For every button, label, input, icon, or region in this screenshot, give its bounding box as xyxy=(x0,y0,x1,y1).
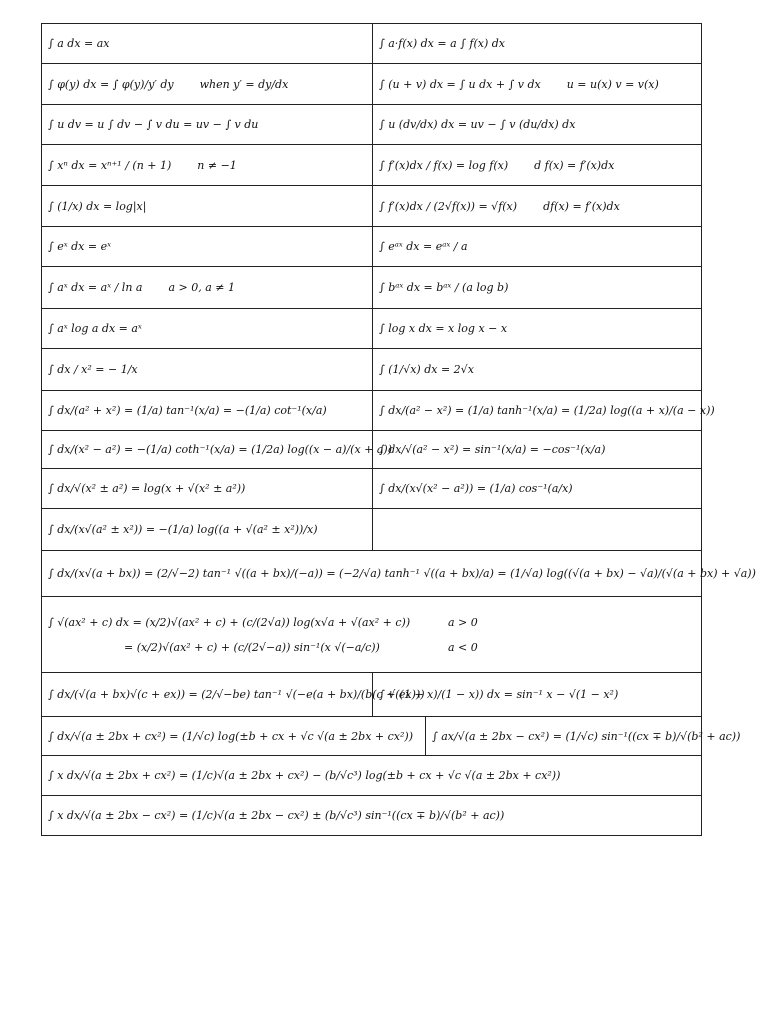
formula: ∫ dx/√(a ± 2bx + cx²) = (1/√c) log(±b + cx + √c √(a ± 2bx + cx²)) xyxy=(48,729,413,743)
table-row xyxy=(42,267,702,309)
formula: ∫ u dv = u ∫ dv − ∫ v du = uv − ∫ v du xyxy=(48,118,259,131)
formula-cell xyxy=(373,391,715,431)
table-row xyxy=(42,469,702,509)
formula-cell xyxy=(373,431,702,469)
formula: ∫ (1/√x) dx = 2√x xyxy=(379,363,474,376)
formula-cell xyxy=(42,145,373,186)
formula: ∫ x dx/√(a ± 2bx − cx²) = (1/c)√(a ± 2bx − cx²) ± (b/√c³) sin⁻¹((cx ∓ b)/√(b² + ac)) xyxy=(48,809,505,822)
condition: n ≠ −1 xyxy=(197,158,237,172)
formula-cell xyxy=(373,24,702,64)
table-row xyxy=(42,431,702,469)
formula: ∫ φ(y) dx = ∫ φ(y)/y′ dy xyxy=(48,77,174,91)
formula: ∫ log x dx = x log x − x xyxy=(379,322,508,335)
integral-table xyxy=(41,23,756,673)
formula-cell xyxy=(42,756,702,796)
formula-cell xyxy=(373,64,702,105)
condition: when y′ = dy/dx xyxy=(199,77,289,91)
integral-table-lower xyxy=(41,672,702,717)
formula-cell xyxy=(426,717,741,756)
formula: ∫ (u + v) dx = ∫ u dx + ∫ v dx xyxy=(379,77,541,91)
table-row xyxy=(42,227,702,267)
formula-line xyxy=(48,616,695,629)
table-row xyxy=(42,717,702,756)
formula-cell xyxy=(42,391,373,431)
formula: ∫ a·f(x) dx = a ∫ f(x) dx xyxy=(379,37,505,50)
table-row xyxy=(42,186,702,227)
formula-cell xyxy=(42,431,393,469)
formula: ∫ dx/(a² − x²) = (1/a) tanh⁻¹(x/a) = (1/2a) log((a + x)/(a − x)) xyxy=(379,404,715,417)
formula: ∫ aˣ dx = aˣ / ln a xyxy=(48,281,143,294)
formula: ∫ dx/√(a² − x²) = sin⁻¹(x/a) = −cos⁻¹(x/a) xyxy=(379,443,606,456)
formula: ∫ (1/x) dx = log|x| xyxy=(48,199,147,213)
formula: ∫ dx/(x√(a + bx)) = (2/√−2) tan⁻¹ √((a + bx)/(−a)) = (−2/√a) tanh⁻¹ √((a + bx)/a) = (1/√a) log((√(a + bx) − √a)/(√(a + bx) + √a)) xyxy=(48,567,756,580)
formula: ∫ x dx/√(a ± 2bx + cx²) = (1/c)√(a ± 2bx + cx²) − (b/√c³) log(±b + cx + √c √(a ± 2bx + cx²)) xyxy=(48,769,561,782)
formula: ∫ aˣ log a dx = aˣ xyxy=(48,322,142,335)
formula-cell xyxy=(42,105,373,145)
table-row xyxy=(42,597,702,673)
formula-cell xyxy=(42,509,373,551)
formula: ∫ dx / x² = − 1/x xyxy=(48,363,138,376)
table-row xyxy=(42,349,702,391)
condition: d f(x) = f′(x)dx xyxy=(534,158,615,172)
formula: ∫ dx/√(x² ± a²) = log(x + √(x² ± a²)) xyxy=(48,482,246,495)
formula: ∫ dx/(√(a + bx)√(c + ex)) = (2/√−be) tan⁻¹ √(−e(a + bx)/(b(c + ex))) xyxy=(48,688,425,701)
table-row xyxy=(42,24,702,64)
table-row xyxy=(42,796,702,836)
table-row xyxy=(42,64,702,105)
condition: a > 0 xyxy=(448,615,478,629)
formula: ∫ eˣ dx = eˣ xyxy=(48,240,112,253)
table-row xyxy=(42,309,702,349)
formula-cell xyxy=(373,267,702,309)
condition: a < 0 xyxy=(448,640,478,654)
formula: ∫ a dx = ax xyxy=(48,37,110,50)
formula: ∫ eᵃˣ dx = eᵃˣ / a xyxy=(379,240,468,253)
formula-cell xyxy=(373,469,702,509)
condition: df(x) = f′(x)dx xyxy=(543,199,620,213)
table-row xyxy=(42,551,702,597)
formula-cell xyxy=(42,349,373,391)
integral-table-lower-2 xyxy=(41,716,741,756)
formula: ∫ √((1 + x)/(1 − x)) dx = sin⁻¹ x − √(1 − x²) xyxy=(379,688,619,701)
formula-sheet xyxy=(41,23,756,836)
formula: = (x/2)√(ax² + c) + (c/(2√−a)) sin⁻¹(x √(−a/c)) xyxy=(124,640,380,654)
formula: ∫ dx/(x√(x² − a²)) = (1/a) cos⁻¹(a/x) xyxy=(379,482,573,495)
formula-cell xyxy=(42,469,373,509)
formula-cell xyxy=(373,145,702,186)
formula-cell xyxy=(373,673,702,717)
formula: ∫ u (dv/dx) dx = uv − ∫ v (du/dx) dx xyxy=(379,118,576,131)
formula-cell xyxy=(373,186,702,227)
formula-cell xyxy=(42,597,702,673)
formula: ∫ f′(x)dx / (2√f(x)) = √f(x) xyxy=(379,199,518,213)
formula-cell xyxy=(42,267,373,309)
table-row xyxy=(42,673,702,717)
formula-cell xyxy=(42,717,426,756)
formula: ∫ ax/√(a ± 2bx − cx²) = (1/√c) sin⁻¹((cx ∓ b)/√(b² + ac)) xyxy=(432,729,741,743)
condition: a > 0, a ≠ 1 xyxy=(168,281,235,294)
formula: ∫ f′(x)dx / f(x) = log f(x) xyxy=(379,158,509,172)
formula: ∫ dx/(x√(a² ± x²)) = −(1/a) log((a + √(a² ± x²))/x) xyxy=(48,523,318,536)
formula-cell xyxy=(373,105,702,145)
formula-cell xyxy=(42,186,373,227)
formula-line xyxy=(124,629,695,654)
formula-cell xyxy=(42,24,373,64)
formula: ∫ dx/(x² − a²) = −(1/a) coth⁻¹(x/a) = (1/2a) log((x − a)/(x + a)) xyxy=(48,443,393,456)
formula-cell xyxy=(373,309,702,349)
formula-cell xyxy=(42,796,702,836)
formula: ∫ xⁿ dx = xⁿ⁺¹ / (n + 1) xyxy=(48,158,172,172)
table-row xyxy=(42,105,702,145)
table-row xyxy=(42,756,702,796)
table-row xyxy=(42,391,702,431)
formula-cell xyxy=(42,64,373,105)
formula-cell xyxy=(42,673,425,717)
formula-cell xyxy=(42,309,373,349)
formula: ∫ bᵃˣ dx = bᵃˣ / (a log b) xyxy=(379,281,509,294)
integral-table-bottom xyxy=(41,755,702,836)
condition: u = u(x) v = v(x) xyxy=(566,77,659,91)
formula: ∫ dx/(a² + x²) = (1/a) tan⁻¹(x/a) = −(1/a) cot⁻¹(x/a) xyxy=(48,404,327,417)
formula-cell xyxy=(42,551,756,597)
empty-cell xyxy=(373,509,702,551)
formula: ∫ √(ax² + c) dx = (x/2)√(ax² + c) + (c/(2√a)) log(x√a + √(ax² + c)) xyxy=(48,615,411,629)
formula-cell xyxy=(373,349,702,391)
table-row xyxy=(42,509,702,551)
formula-cell xyxy=(42,227,373,267)
table-row xyxy=(42,145,702,186)
formula-cell xyxy=(373,227,702,267)
